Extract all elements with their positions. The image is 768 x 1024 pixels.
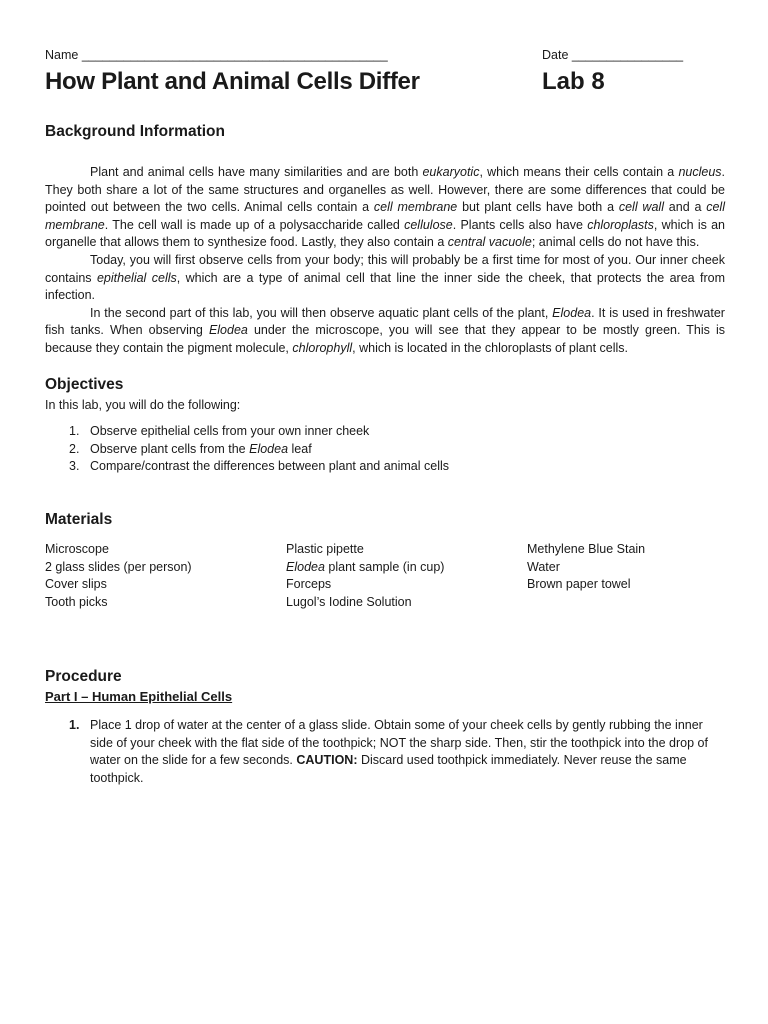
italic-term: Elodea [552, 305, 592, 320]
procedure-step [45, 717, 717, 787]
italic-term: nucleus [678, 165, 722, 179]
material-item: Microscope [45, 542, 109, 556]
background-heading: Background Information [45, 123, 225, 140]
text-run: , which means their cells contain a [479, 165, 679, 179]
name-field [45, 47, 388, 65]
lab-number: Lab 8 [542, 68, 605, 95]
italic-term: eukaryotic [422, 165, 480, 179]
text-run: , which is an organelle that allows them to synthesize food. Lastly, they also contain a [45, 217, 725, 250]
material-item [286, 576, 526, 594]
step-text [90, 717, 717, 787]
materials-column-1 [45, 541, 285, 611]
text-run: , which are a type of animal cell that line the inner side the cheek, that protects the area from infection. [45, 270, 726, 303]
italic-term: cell wall [618, 200, 664, 215]
objective-number: 1. [69, 424, 80, 438]
text-run: Lugol’s Iodine Solution [286, 594, 412, 609]
date-blank: ________________ [571, 48, 684, 62]
text-run: , which is located in the chloroplasts of plant cells. [352, 340, 628, 355]
text-run: . Plants cells also have [452, 217, 588, 232]
page-title: How Plant and Animal Cells Differ [45, 68, 420, 95]
text-run: Plastic pipette [286, 542, 364, 556]
materials-column-2 [286, 541, 526, 611]
objective-text [90, 424, 369, 438]
material-item [286, 594, 526, 612]
name-label: Name [45, 48, 79, 62]
italic-term: central vacuole [447, 235, 532, 250]
text-run: Observe plant cells from the [90, 441, 250, 456]
text-run: . They both share a lot of the same structures and organelles as well. However, there are some differences that could be pointed out between the two cells. Animal cells contain a [45, 165, 726, 215]
background-paragraph-1 [45, 164, 725, 252]
background-paragraph-2 [45, 252, 725, 305]
background-body [45, 164, 725, 358]
objective-item [45, 458, 449, 476]
material-item: Brown paper towel [527, 577, 631, 592]
italic-term: cell membrane [45, 200, 725, 232]
text-run: Observe epithelial cells from your own inner cheek [90, 424, 370, 438]
italic-term: cell membrane [373, 200, 458, 215]
text-run: Forceps [286, 577, 332, 592]
objective-item [45, 441, 449, 459]
text-run: ; animal cells do not have this. [531, 235, 700, 250]
date-label: Date [542, 48, 569, 62]
objective-text [90, 442, 312, 456]
objectives-intro: In this lab, you will do the following: [45, 398, 241, 412]
text-run: Today, you will first observe cells from your body; this will probably be a first time for most of you. Our inner cheek contains [45, 252, 725, 285]
text-run: under the microscope, you will see that they appear to be mostly green. This is because they contain the pigment molecule, [45, 323, 725, 355]
material-item: Methylene Blue Stain [527, 542, 646, 556]
text-run: leaf [288, 441, 312, 456]
text-run: Discard used toothpick immediately. Never reuse the same toothpick. [90, 753, 687, 785]
objective-number: 2. [69, 441, 80, 456]
date-field [542, 47, 683, 65]
objective-text [90, 459, 449, 473]
italic-term: Elodea [286, 559, 325, 574]
text-run: Plant and animal cells have many similarities and are both [90, 165, 423, 179]
materials-column-3 [527, 541, 767, 594]
materials-heading: Materials [45, 511, 113, 528]
italic-term: cellulose [404, 217, 453, 232]
material-item [286, 559, 526, 577]
objective-number: 3. [69, 459, 80, 474]
objectives-heading: Objectives [45, 376, 124, 393]
text-run: and a [663, 200, 707, 215]
material-item [286, 541, 526, 559]
text-run: Compare/contrast the differences between plant and animal cells [90, 459, 450, 474]
material-item: 2 glass slides (per person) [45, 559, 192, 574]
material-item: Tooth picks [45, 594, 108, 609]
name-blank: ____________________________________________ [81, 48, 388, 62]
italic-term: Elodea [208, 323, 248, 338]
part-1-heading: Part I – Human Epithelial Cells [45, 689, 233, 704]
objective-item [45, 423, 449, 441]
bold-label: CAUTION: [296, 753, 358, 768]
italic-term: Elodea [249, 441, 289, 456]
italic-term: chlorophyll [292, 340, 353, 355]
italic-term: epithelial cells [96, 270, 177, 285]
procedure-heading: Procedure [45, 668, 122, 685]
background-paragraph-3 [45, 305, 725, 358]
text-run: Place 1 drop of water at the center of a glass slide. Obtain some of your cheek cells by gently rubbing the inner side of your cheek with the flat side of the toothpick; NOT the sharp side. Then, stir the toothpick into the drop of water on the slide for a few seconds. [90, 718, 708, 768]
text-run: plant sample (in cup) [324, 559, 445, 574]
text-run: but plant cells have both a [457, 200, 619, 215]
text-run: . It is used in freshwater fish tanks. When observing [45, 305, 725, 338]
text-run: . The cell wall is made up of a polysaccharide called [104, 217, 405, 232]
text-run: In the second part of this lab, you will then observe aquatic plant cells of the plant, [90, 305, 553, 320]
objectives-list [45, 423, 449, 476]
material-item: Water [527, 559, 560, 574]
material-item: Cover slips [45, 577, 107, 592]
step-number: 1. [69, 718, 80, 732]
italic-term: chloroplasts [587, 217, 654, 232]
